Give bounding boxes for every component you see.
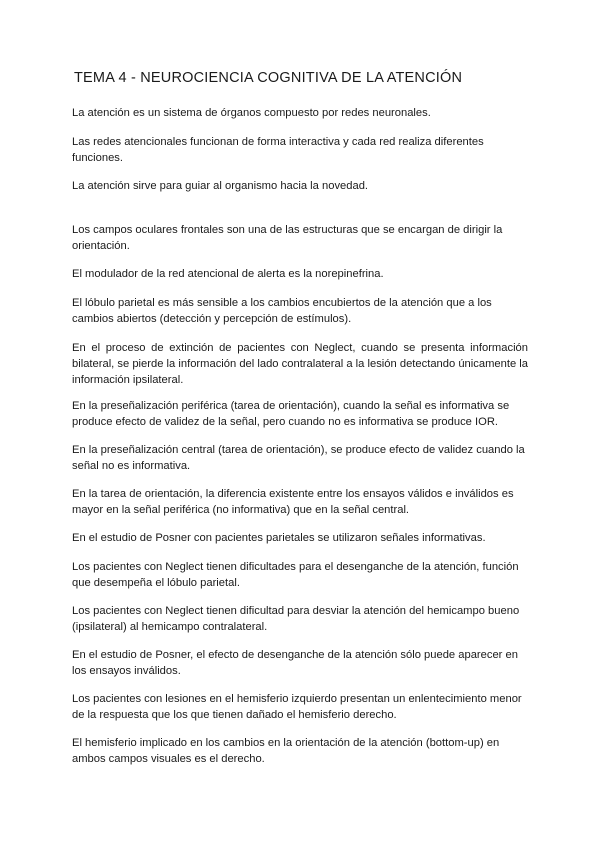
paragraph-5: El modulador de la red atencional de alerta es la norepinefrina. <box>72 268 384 280</box>
paragraph-9: En la preseñalización central (tarea de orientación), se produce efecto de validez cuando la señal no es informativa. <box>72 444 525 472</box>
paragraph-4: Los campos oculares frontales son una de las estructuras que se encargan de dirigir la orientación. <box>72 224 503 252</box>
document-title: TEMA 4 - NEUROCIENCIA COGNITIVA DE LA ATENCIÓN <box>74 70 463 86</box>
paragraph-1: La atención es un sistema de órganos compuesto por redes neuronales. <box>72 107 431 119</box>
paragraph-16: El hemisferio implicado en los cambios en la orientación de la atención (bottom-up) en ambos campos visuales es el derecho. <box>72 737 500 765</box>
paragraph-15: Los pacientes con lesiones en el hemisferio izquierdo presentan un enlentecimiento menor de la respuesta que los que tienen dañado el hemisferio derecho. <box>72 693 522 721</box>
paragraph-13: Los pacientes con Neglect tienen dificultad para desviar la atención del hemicampo bueno (ipsilateral) al hemicampo contralateral. <box>72 605 520 633</box>
paragraph-8: En la preseñalización periférica (tarea de orientación), cuando la señal es informativa se produce efecto de validez de la señal, pero cuando no es informativa se produce IOR. <box>72 400 510 428</box>
paragraph-12: Los pacientes con Neglect tienen dificultades para el desenganche de la atención, función que desempeña el lóbulo parietal. <box>72 561 519 589</box>
paragraph-6: El lóbulo parietal es más sensible a los cambios encubiertos de la atención que a los cambios abiertos (detección y percepción de estímulos). <box>72 297 492 325</box>
paragraph-14: En el estudio de Posner, el efecto de desenganche de la atención sólo puede aparecer en los ensayos inválidos. <box>72 649 518 677</box>
paragraph-10: En la tarea de orientación, la diferencia existente entre los ensayos válidos e inválidos es mayor en la señal periférica (no informativa) que en la señal central. <box>72 488 514 516</box>
paragraph-2: Las redes atencionales funcionan de forma interactiva y cada red realiza diferentes funciones. <box>72 136 484 164</box>
paragraph-11: En el estudio de Posner con pacientes parietales se utilizaron señales informativas. <box>72 532 486 544</box>
paragraph-7: En el proceso de extinción de pacientes con Neglect, cuando se presenta información bilateral, se pierde la información del lado contralateral a la lesión detectando únicamente la información ipsilateral. <box>72 342 528 386</box>
paragraph-3: La atención sirve para guiar al organismo hacia la novedad. <box>72 180 369 192</box>
